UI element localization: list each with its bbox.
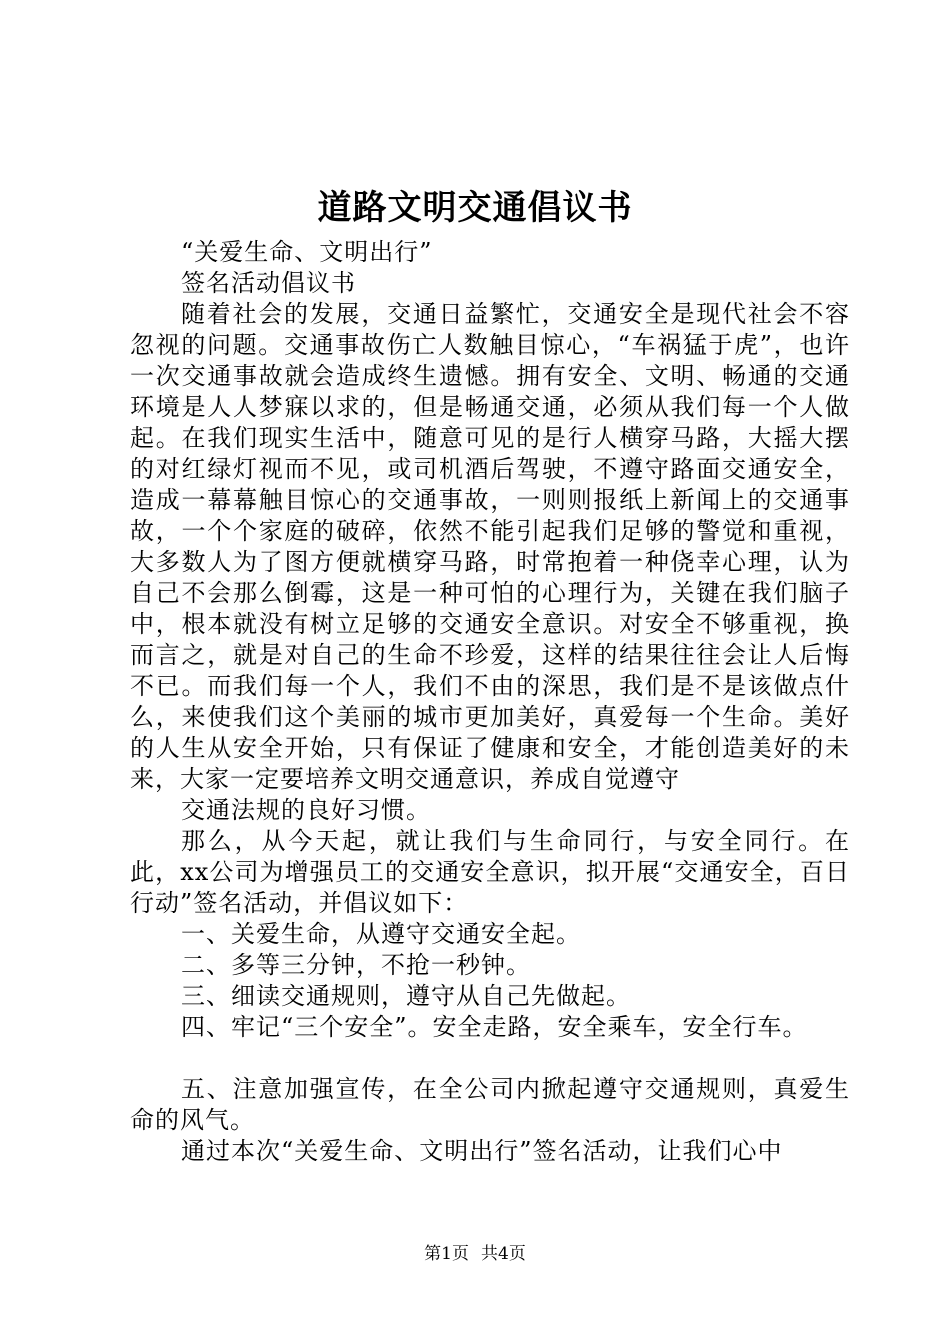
subtitle-line: 签名活动倡议书	[181, 269, 356, 297]
document-title: 道路文明交通倡议书	[317, 188, 633, 228]
proposal-item: 二、多等三分钟，不抢一秒钟。	[181, 951, 531, 979]
body-paragraph: 通过本次“关爱生命、文明出行”签名活动，让我们心中	[181, 1137, 783, 1165]
page-number: 第1页	[424, 1244, 469, 1264]
slogan-line: “关爱生命、文明出行”	[181, 238, 433, 266]
body-paragraph: 交通法规的良好习惯。	[181, 796, 431, 824]
proposal-item: 四、牢记“三个安全”。安全走路，安全乘车，安全行车。	[181, 1013, 808, 1041]
page-total: 共4页	[481, 1244, 526, 1264]
body-paragraph: 那么，从今天起，就让我们与生命同行，与安全同行。在此，xx公司为增强员工的交通安全意识，拟开展“交通安全，百日行动”签名活动，并倡议如下：	[130, 827, 850, 917]
document-body	[130, 237, 850, 1167]
proposal-item: 三、细读交通规则，遵守从自己先做起。	[181, 982, 631, 1010]
proposal-item: 一、关爱生命，从遵守交通安全起。	[181, 920, 581, 948]
body-paragraph: 随着社会的发展，交通日益繁忙，交通安全是现代社会不容忽视的问题。交通事故伤亡人数触目惊心，“车祸猛于虎”，也许一次交通事故就会造成终生遗憾。拥有安全、文明、畅通的交通环境是人人梦寐以求的，但是畅通交通，必须从我们每一个人做起。在我们现实生活中，随意可见的是行人横穿马路，大摇大摆的对红绿灯视而不见，或司机酒后驾驶，不遵守路面交通安全，造成一幕幕触目惊心的交通事故，一则则报纸上新闻上的交通事故，一个个家庭的破碎，依然不能引起我们足够的警觉和重视，大多数人为了图方便就横穿马路，时常抱着一种侥幸心理，认为自己不会那么倒霉，这是一种可怕的心理行为，关键在我们脑子中，根本就没有树立足够的交通安全意识。对安全不够重视，换而言之，就是对自己的生命不珍爱，这样的结果往往会让人后悔不已。而我们每一个人，我们不由的深思，我们是不是该做点什么，来使我们这个美丽的城市更加美好，真爱每一个生命。美好的人生从安全开始，只有保证了健康和安全，才能创造美好的未来，大家一定要培养文明交通意识，养成自觉遵守	[130, 300, 850, 793]
proposal-item: 五、注意加强宣传，在全公司内掀起遵守交通规则，真爱生命的风气。	[130, 1075, 850, 1134]
page-footer	[0, 1242, 950, 1266]
